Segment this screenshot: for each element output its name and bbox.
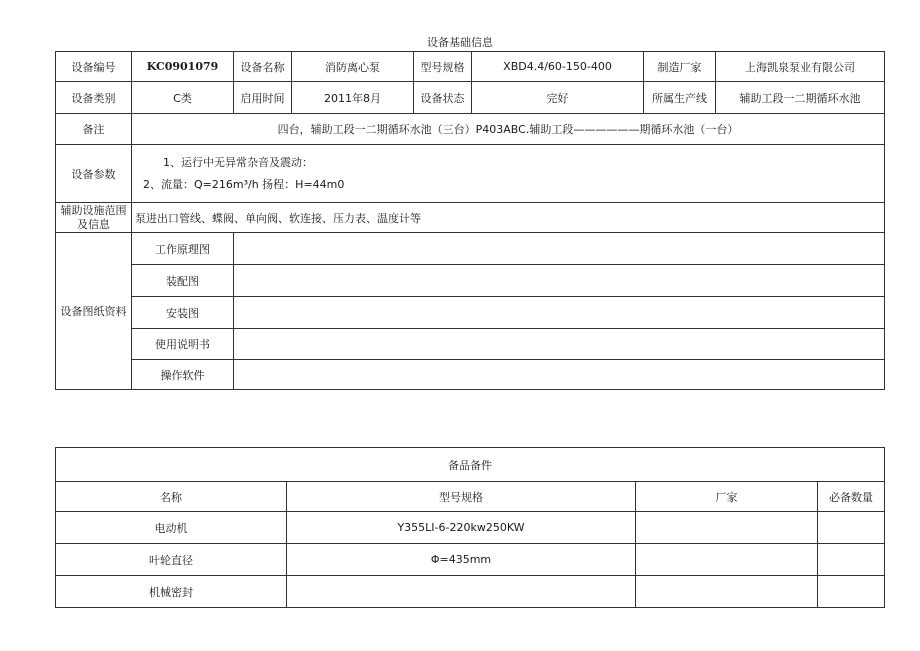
spare-header-model: 型号规格 <box>287 482 636 512</box>
start-date-value: 2011年8月 <box>292 82 414 114</box>
start-date-label: 启用时间 <box>234 82 292 114</box>
spare-parts-table <box>55 447 885 608</box>
drawing-cell <box>234 233 885 265</box>
aux-label: 辅助设施范围及信息 <box>56 203 132 233</box>
spare-qty <box>818 512 885 544</box>
drawing-item: 工作原理图 <box>132 233 234 265</box>
spare-qty <box>818 576 885 608</box>
model-label: 型号规格 <box>414 52 472 82</box>
drawing-cell <box>234 297 885 329</box>
spare-parts-title: 备品备件 <box>56 448 885 482</box>
spare-header-maker: 厂家 <box>636 482 818 512</box>
spare-name: 叶轮直径 <box>56 544 287 576</box>
equipment-no-label: 设备编号 <box>56 52 132 82</box>
page-title: 设备基础信息 <box>427 36 493 49</box>
drawing-cell <box>234 329 885 360</box>
spare-maker <box>636 544 818 576</box>
params-line-1: 1、运行中无异常杂音及震动： <box>163 155 313 169</box>
equipment-name-value: 消防离心泵 <box>292 52 414 82</box>
model-value: XBD4.4/60-150-400 <box>472 52 644 82</box>
aux-value: 泵进出口管线、蝶阀、单向阀、软连接、压力表、温度计等 <box>132 203 885 233</box>
equipment-name-label: 设备名称 <box>234 52 292 82</box>
drawings-label: 设备图纸资料 <box>56 233 132 390</box>
remark-value: 四台，辅助工段一二期循环水池（三台）P403ABC.辅助工段——————期循环水池（一台） <box>132 114 885 145</box>
table-row <box>56 576 885 608</box>
equipment-no-value: KC0901079 <box>132 52 234 82</box>
equipment-info-table <box>55 51 885 390</box>
table-row <box>56 544 885 576</box>
spare-model <box>287 576 636 608</box>
spare-model: Y355LI-6-220kw250KW <box>287 512 636 544</box>
spare-name: 电动机 <box>56 512 287 544</box>
params-line-2: 2、流量：Q=216m³/h 扬程：H=44m0 <box>143 177 345 191</box>
params-label: 设备参数 <box>56 145 132 203</box>
remark-label: 备注 <box>56 114 132 145</box>
spare-header-qty: 必备数量 <box>818 482 885 512</box>
spare-qty <box>818 544 885 576</box>
drawing-cell <box>234 360 885 390</box>
status-value: 完好 <box>472 82 644 114</box>
drawing-item: 操作软件 <box>132 360 234 390</box>
table-row <box>56 512 885 544</box>
drawing-cell <box>234 265 885 297</box>
status-label: 设备状态 <box>414 82 472 114</box>
spare-header-name: 名称 <box>56 482 287 512</box>
spare-model: Φ=435mm <box>287 544 636 576</box>
drawing-item: 装配图 <box>132 265 234 297</box>
spare-maker <box>636 512 818 544</box>
category-label: 设备类别 <box>56 82 132 114</box>
production-line-value: 辅助工段一二期循环水池 <box>716 82 885 114</box>
maker-label: 制造厂家 <box>644 52 716 82</box>
drawing-item: 安装图 <box>132 297 234 329</box>
spare-maker <box>636 576 818 608</box>
params-value <box>132 145 885 203</box>
production-line-label: 所属生产线 <box>644 82 716 114</box>
spare-name: 机械密封 <box>56 576 287 608</box>
category-value: C类 <box>132 82 234 114</box>
maker-value: 上海凯泉泵业有限公司 <box>716 52 885 82</box>
drawing-item: 使用说明书 <box>132 329 234 360</box>
